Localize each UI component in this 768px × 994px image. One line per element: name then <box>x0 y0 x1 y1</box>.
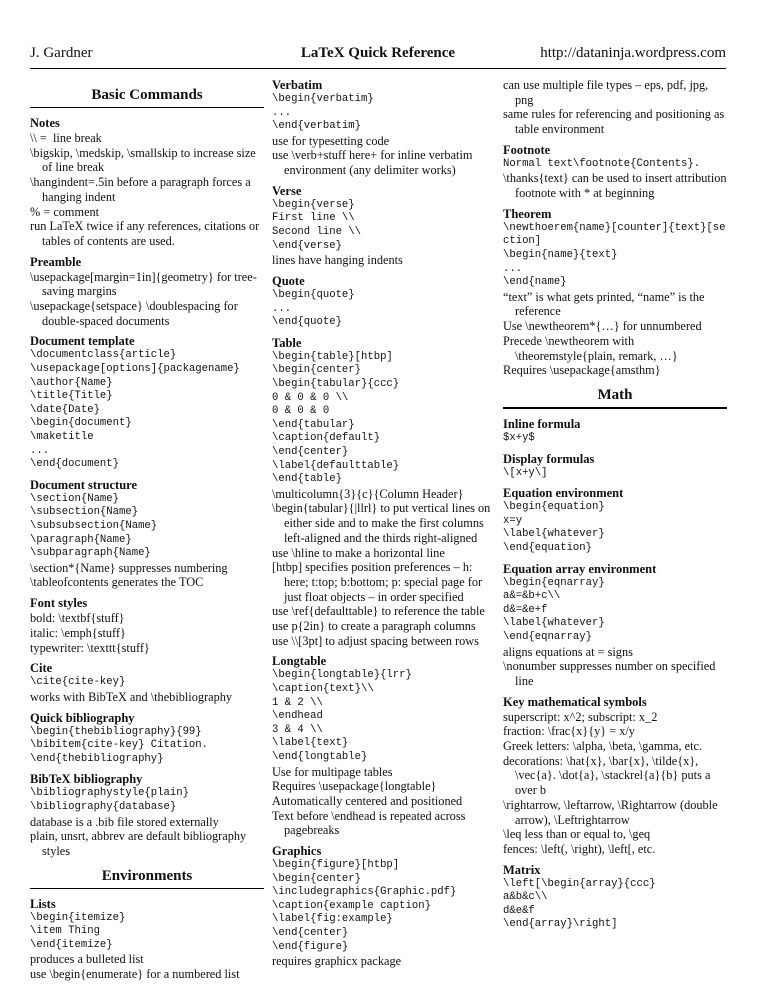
code-line: x=y <box>503 514 523 527</box>
block-title: BibTeX bibliography <box>30 772 143 787</box>
block-bibtex-bibliography <box>30 772 264 858</box>
code-line: $x+y$ <box>503 432 535 444</box>
code-line: \end{center} <box>272 927 349 940</box>
block-cite <box>30 661 264 704</box>
code-line: \begin{document} <box>30 417 132 430</box>
text-line: use for typesetting code <box>272 133 390 148</box>
code-line: \[x+y\] <box>503 466 548 479</box>
text-line: \bigskip, \medskip, \smallskip to increase size of line break <box>30 145 259 175</box>
code-line: \end{longtable} <box>272 750 368 763</box>
text-line: aligns equations at = signs <box>503 644 633 659</box>
code-line: \end{eqnarray} <box>503 630 593 643</box>
block-title: Matrix <box>503 862 541 877</box>
code-line: \maketitle <box>30 431 94 443</box>
text-line: fences: \left(, \right), \left[, etc. <box>503 841 656 856</box>
code-line: \end{name} <box>503 276 567 289</box>
code-line: \end{verse} <box>272 239 342 252</box>
block-title: Cite <box>30 661 53 676</box>
text-line: run LaTeX twice if any references, citations or tables of contents are used. <box>30 219 263 248</box>
text-line: same rules for referencing and positioning as table environment <box>503 107 728 137</box>
code-line: \bibliography{database} <box>30 800 177 813</box>
block-title: Key mathematical symbols <box>503 694 647 709</box>
header-rule <box>30 68 726 69</box>
section-heading-math: Math <box>503 384 727 409</box>
code-line: \end{equation} <box>503 541 593 554</box>
code-line: \bibitem{cite-key} Citation. <box>30 739 209 752</box>
code-line: \begin{equation} <box>503 501 605 514</box>
text-line: Precede \newtheorem with \theoremstyle{plain, remark, …} <box>503 333 678 363</box>
code-line: a&b&c\\ <box>503 891 548 904</box>
code-line: \includegraphics{Graphic.pdf} <box>272 886 457 899</box>
text-line: Requires \usepackage{amsthm} <box>503 363 661 378</box>
text-line: use \hline to make a horizontal line <box>272 545 445 560</box>
code-line: \cite{cite-key} <box>30 676 126 689</box>
code-line: \subparagraph{Name} <box>30 547 151 560</box>
text-line: lines have hanging indents <box>272 253 403 268</box>
text-line: \nonumber suppresses number on specified line <box>503 659 719 688</box>
text-line: \thanks{text} can be used to insert attribution footnote with * at beginning <box>503 171 730 201</box>
text-line: Text before \endhead is repeated across pagebreaks <box>272 808 469 838</box>
code-line: \end{array}\right] <box>503 918 618 931</box>
code-line: \begin{table}[htbp] <box>272 350 393 363</box>
code-line: \subsection{Name} <box>30 506 139 519</box>
code-line: \end{thebibliography} <box>30 752 164 765</box>
code-line: Second line \\ <box>272 226 362 239</box>
code-line: 0 & 0 & 0 \\ <box>272 391 349 404</box>
text-line: plain, unsrt, abbrev are default bibliography styles <box>30 829 250 858</box>
block-footnote <box>503 142 730 201</box>
column-2 <box>272 78 494 975</box>
block-title: Document structure <box>30 477 138 492</box>
block-title: Verbatim <box>272 78 323 92</box>
code-line: \date{Date} <box>30 403 100 416</box>
code-line: \begin{quote} <box>272 288 355 301</box>
code-line: \end{tabular} <box>272 418 355 431</box>
block-title: Quick bibliography <box>30 710 135 725</box>
code-line: \begin{longtable}{lrr} <box>272 669 412 682</box>
code-line: \label{text} <box>272 737 349 750</box>
code-line: \begin{verbatim} <box>272 93 374 105</box>
text-line: Requires \usepackage{longtable} <box>272 779 437 794</box>
code-line: \label{whatever} <box>503 617 605 630</box>
code-line: ... <box>272 106 292 119</box>
block-title: Verse <box>272 183 302 198</box>
text-line: % = comment <box>30 204 100 219</box>
block-inline-formula <box>503 417 727 446</box>
block-document-structure <box>30 478 264 590</box>
code-line: \newthoerem{name}[counter]{text}[section] <box>503 221 726 248</box>
block-theorem <box>503 207 727 378</box>
code-line: \begin{name}{text} <box>503 249 618 261</box>
block-continued <box>503 78 727 137</box>
text-line: Use \newtheorem*{…} for unnumbered <box>503 319 702 334</box>
block-verse <box>272 184 494 268</box>
text-line: decorations: \hat{x}, \bar{x}, \tilde{x}, \vec{a}. \dot{a}, \stackrel{a}{b} puts a over b <box>503 753 714 798</box>
block-quick-bibliography <box>30 711 264 767</box>
code-line: 0 & 0 & 0 <box>272 405 330 418</box>
block-title: Longtable <box>272 654 327 669</box>
block-font-styles <box>30 596 264 655</box>
code-line: \documentclass{article} <box>30 349 177 362</box>
code-line: \section{Name} <box>30 492 120 505</box>
page-header <box>30 44 726 64</box>
block-title: Display formulas <box>503 451 595 466</box>
block-longtable <box>272 654 494 838</box>
text-line: database is a .bib file stored externally <box>30 814 219 829</box>
code-line: \begin{center} <box>272 872 362 885</box>
code-line: \end{quote} <box>272 316 342 329</box>
text-line: fraction: \frac{x}{y} = x/y <box>503 724 635 739</box>
block-matrix <box>503 863 727 932</box>
code-line: ... <box>272 302 292 315</box>
code-line: \begin{itemize} <box>30 911 126 924</box>
text-line: use \ref{defaulttable} to reference the table <box>272 604 485 619</box>
text-line: \section*{Name} suppresses numbering <box>30 560 228 575</box>
code-line: \caption{default} <box>272 432 381 445</box>
text-line: Automatically centered and positioned <box>272 793 463 808</box>
block-equation-environment <box>503 486 727 555</box>
block-equation-array-environment <box>503 562 727 689</box>
section-heading-basic-commands: Basic Commands <box>30 84 264 108</box>
code-line: a&=&b+c\\ <box>503 590 561 603</box>
text-line: italic: \emph{stuff} <box>30 625 126 640</box>
code-line: \end{figure} <box>272 940 349 953</box>
text-line: \tableofcontents generates the TOC <box>30 575 204 590</box>
code-line: \end{verbatim} <box>272 120 362 133</box>
text-line: use p{2in} to create a paragraph columns <box>272 619 476 634</box>
column-1 <box>30 78 264 988</box>
code-line: \caption{example caption} <box>272 899 431 912</box>
code-line: \begin{verse} <box>272 198 355 211</box>
code-line: First line \\ <box>272 212 355 225</box>
text-line: requires graphicx package <box>272 954 402 969</box>
block-lists <box>30 897 264 982</box>
code-line: \end{table} <box>272 473 342 486</box>
text-line: Use for multipage tables <box>272 764 393 779</box>
code-line: \end{itemize} <box>30 938 113 951</box>
block-preamble <box>30 255 264 329</box>
code-line: d&=&e+f <box>503 603 548 616</box>
code-line: \begin{center} <box>272 364 362 377</box>
code-line: \bibliographystyle{plain} <box>30 787 189 800</box>
code-line: \begin{figure}[htbp] <box>272 859 400 872</box>
text-line: \usepackage{setspace} \doublespacing for double-spaced documents <box>30 299 241 328</box>
block-title: Inline formula <box>503 417 581 431</box>
section-heading-environments: Environments <box>30 865 264 889</box>
code-line: \label{defaulttable} <box>272 459 400 472</box>
text-line: Greek letters: \alpha, \beta, \gamma, etc. <box>503 739 703 754</box>
code-line: \left[\begin{array}{ccc} <box>503 877 656 890</box>
block-title: Graphics <box>272 844 322 859</box>
block-quote <box>272 274 494 330</box>
code-line: \endhead <box>272 710 323 723</box>
code-line: \usepackage[options]{packagename} <box>30 363 240 376</box>
block-title: Footnote <box>503 142 551 157</box>
block-title: Quote <box>272 273 305 288</box>
code-line: \label{fig:example} <box>272 913 393 926</box>
block-title: Font styles <box>30 596 88 611</box>
block-verbatim <box>272 78 494 178</box>
text-line: \begin{tabular}{|llrl} to put vertical lines on either side and to make the first columns left-aligned and the thirds right-aligned <box>272 501 494 545</box>
block-title: Theorem <box>503 206 552 221</box>
code-line: \end{document} <box>30 458 120 471</box>
header-url: http://dataninja.wordpress.com <box>540 45 726 61</box>
code-line: \caption{text}\\ <box>272 683 374 696</box>
text-line: \\ = line break <box>30 131 102 145</box>
block-title: Equation environment <box>503 486 624 501</box>
code-line: ... <box>503 262 523 275</box>
block-graphics <box>272 844 494 969</box>
text-line: can use multiple file types – eps, pdf, jpg, png <box>503 78 712 107</box>
block-title: Table <box>272 335 302 350</box>
code-line: \title{Title} <box>30 390 113 403</box>
code-line: \end{center} <box>272 445 349 458</box>
block-title: Notes <box>30 116 60 130</box>
code-line: \begin{thebibliography}{99} <box>30 725 202 738</box>
code-line: \paragraph{Name} <box>30 533 132 546</box>
code-line: \begin{eqnarray} <box>503 576 605 589</box>
text-line: \multicolumn{3}{c}{Column Header} <box>272 486 464 501</box>
block-key-mathematical-symbols <box>503 695 727 857</box>
header-author: J. Gardner <box>30 45 93 61</box>
text-line: \rightarrow, \leftarrow, \Rightarrow (double arrow), \Leftrightarrow <box>503 797 721 827</box>
code-line: ... <box>30 444 50 457</box>
text-line: produces a bulleted list <box>30 952 144 967</box>
code-line: \author{Name} <box>30 376 113 389</box>
block-display-formulas <box>503 452 727 481</box>
text-line: “text” is what gets printed, “name” is the reference <box>503 289 708 319</box>
block-title: Equation array environment <box>503 561 657 576</box>
code-line: \label{whatever} <box>503 528 605 541</box>
block-notes <box>30 116 264 249</box>
block-title: Document template <box>30 334 135 349</box>
column-3 <box>503 78 730 938</box>
text-line: superscript: x^2; subscript: x_2 <box>503 709 658 724</box>
text-line: use \verb+stuff here+ for inline verbatim environment (any delimiter works) <box>272 148 476 178</box>
code-line: d&e&f <box>503 904 535 917</box>
code-line: \item Thing <box>30 925 100 938</box>
header-title: LaTeX Quick Reference <box>300 45 456 61</box>
code-line: 1 & 2 \\ <box>272 696 323 709</box>
block-document-template <box>30 334 264 471</box>
block-title: Lists <box>30 896 56 911</box>
code-line: \subsubsection{Name} <box>30 519 158 532</box>
text-line: typewriter: \texttt{stuff} <box>30 640 150 655</box>
text-line: use \\[3pt] to adjust spacing between rows <box>272 633 479 648</box>
code-line: 3 & 4 \\ <box>272 723 323 736</box>
text-line: \usepackage[margin=1in]{geometry} for tree-saving margins <box>30 269 257 299</box>
text-line: works with BibTeX and \thebibliography <box>30 689 233 704</box>
text-line: \hangindent=.5in before a paragraph forces a hanging indent <box>30 175 254 204</box>
code-line: Normal text\footnote{Contents}. <box>503 157 701 170</box>
block-table <box>272 336 494 649</box>
text-line: use \begin{enumerate} for a numbered list <box>30 967 240 982</box>
code-line: \begin{tabular}{ccc} <box>272 377 400 390</box>
block-title: Preamble <box>30 254 82 269</box>
text-line: bold: \textbf{stuff} <box>30 611 125 626</box>
text-line: \leq less than or equal to, \geq <box>503 827 651 842</box>
text-line: [htbp] specifies position preferences – h: here; t:top; b:bottom; p: special page for just float objects – in order specified <box>272 560 486 604</box>
